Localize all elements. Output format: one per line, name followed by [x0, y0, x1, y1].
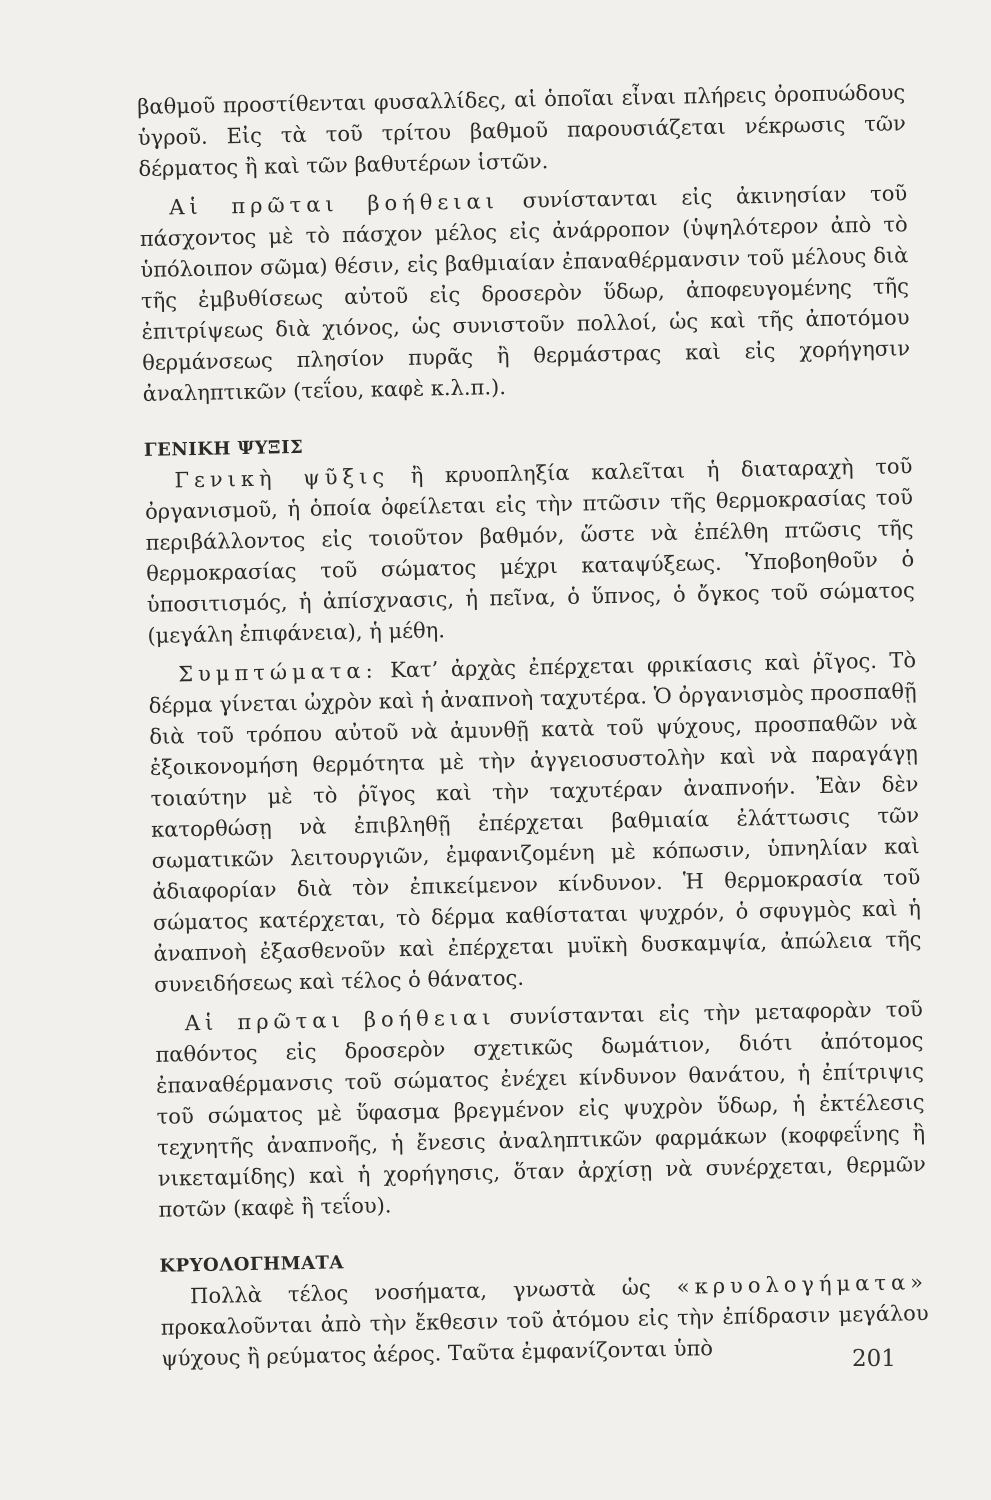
paragraph-text: Πολλὰ τέλος νοσήματα, γνωστὰ ὡς	[189, 1275, 651, 1309]
paragraph-text: συνίστανται εἰς τὴν μεταφορὰν τοῦ παθόντος εἰς δροσερὸν σχετικῶς δωμάτιον, διότι ἀπότομος ἐπαναθέρμανσις τοῦ σώματος ἐνέχει κίνδυνον θανάτου, ἡ ἐπίτριψις τοῦ σώματος μὲ ὕφασμα βρεγμένον εἰς ψυχρὸν ὕδωρ, ἡ ἐκτέλεσις τεχνητῆς ἀναπνοῆς, ἡ ἔνεσις ἀναληπτικῶν φαρμάκων (κοφφεΐνης ἢ νικεταμίδης) καὶ ἡ χορήγησις, ὅταν ἀρχίσῃ νὰ συνέρχεται, θερμῶν ποτῶν (καφὲ ἢ τεΐου).	[155, 997, 926, 1222]
paragraph-colds	[160, 1267, 930, 1375]
page-body	[137, 77, 929, 1375]
paragraph-text: προκαλοῦνται ἀπὸ τὴν ἔκθεσιν τοῦ ἀτόμου εἰς τὴν ἐπίδρασιν μεγάλου ψύχους ἢ ρεύματος ἀέρος. Ταῦτα ἐμφανίζονται ὑπὸ	[160, 1301, 929, 1371]
emphasis-first-aid: Αἱ πρῶται βοήθειαι	[184, 1005, 496, 1036]
paragraph-text: συνίστανται εἰς ἀκινησίαν τοῦ πάσχοντος μὲ τὸ πάσχον μέλος εἰς ἀνάρροπον (ὑψηλότερον ἀπὸ τὸ ὑπόλοιπον σῶμα) θέσιν, εἰς βαθμιαίαν ἐπαναθέρμανσιν τοῦ μέλους διὰ τῆς ἐμβυθίσεως αὐτοῦ εἰς δροσερὸν ὕδωρ, ἀποφευγομένης τῆς ἐπιτρίψεως διὰ χιόνος, ὡς συνιστοῦν πολλοί, ὡς καὶ τῆς ἀποτόμου θερμάνσεως πλησίον πυρᾶς ἢ θερμάστρας καὶ εἰς χορήγησιν ἀναληπτικῶν (τεΐου, καφὲ κ.λ.π.).	[139, 181, 911, 406]
page-number: 201	[852, 1346, 896, 1372]
paragraph-first-aid-freezing	[155, 994, 927, 1226]
paragraph-burn-degrees: βαθμοῦ προστίθενται φυσαλλίδες, αἱ ὁποῖαι εἶναι πλήρεις ὀροπυώδους ὑγροῦ. Εἰς τὰ τοῦ τρίτου βαθμοῦ παρουσιάζεται νέκρωσις τῶν δέρματος ἢ καὶ τῶν βαθυτέρων ἱστῶν.	[137, 80, 906, 181]
emphasis-general-freezing: Γενικὴ ψῦξις	[174, 464, 390, 493]
emphasis-symptoms: Συμπτώματα:	[177, 658, 378, 687]
paragraph-text: Κατ’ ἀρχὰς ἐπέρχεται φρικίασις καὶ ῥῖγος. Τὸ δέρμα γίνεται ὠχρὸν καὶ ἡ ἀναπνοὴ ταχυτέρα. Ὁ ὀργανισμὸς προσπαθῇ διὰ τοῦ τρόπου αὐτοῦ νὰ ἀμυνθῇ κατὰ τοῦ ψύχους, προσπαθῶν νὰ ἐξοικονομήση θερμότητα μὲ τὴν ἀγγειοσυστολὴν καὶ νὰ παραγάγῃ τοιαύτην μὲ τὸ ῥῖγος καὶ τὴν ταχυτέραν ἀναπνοήν. Ἐὰν δὲν κατορθώσῃ νὰ ἐπιβληθῇ ἐπέρχεται βαθμιαία ἐλάττωσις τῶν σωματικῶν λειτουργιῶν, ἐμφανιζομένη μὲ κόπωσιν, ὑπνηλίαν καὶ ἀδιαφορίαν διὰ τὸν ἐπικείμενον κίνδυνον. Ἡ θερμοκρασία τοῦ σώματος κατέρχεται, τὸ δέρμα καθίσταται ψυχρόν, ὁ σφυγμὸς καὶ ἡ ἀναπνοὴ ἐξασθενοῦν καὶ ἐπέρχεται μυϊκὴ δυσκαμψία, ἀπώλεια τῆς συνειδήσεως καὶ τέλος ὁ θάνατος.	[148, 648, 922, 997]
paragraph-first-aid-frostbite	[139, 178, 911, 410]
paragraph-general-freezing	[144, 451, 915, 652]
paragraph-symptoms	[148, 645, 922, 1001]
emphasis-first-aid: Αἱ πρῶται βοήθειαι	[168, 189, 500, 220]
section-heading-general-freezing: ΓΕΝΙΚΗ ΨΥΞΙΣ	[143, 436, 304, 461]
section-heading-colds: ΚΡΥΟΛΟΓΗΜΑΤΑ	[159, 1252, 345, 1277]
paragraph-text: ἢ κρυοπληξία καλεῖται ἡ διαταραχὴ τοῦ ὀργανισμοῦ, ἡ ὁποία ὀφείλεται εἰς τὴν πτῶσιν τῆς θερμοκρασίας τοῦ περιβάλλοντος εἰς τοιοῦτον βαθμόν, ὥστε νὰ ἐπέλθη πτῶσις τῆς θερμοκρασίας τοῦ σώματος μέχρι καταψύξεως. Ὑποβοηθοῦν ὁ ὑποσιτισμός, ἡ ἀπίσχνασις, ἡ πεῖνα, ὁ ὕπνος, ὁ ὄγκος τοῦ σώματος (μεγάλη ἐπιφάνεια), ἡ μέθη.	[144, 454, 915, 648]
emphasis-colds-term: «κρυολογήματα»	[676, 1270, 929, 1299]
